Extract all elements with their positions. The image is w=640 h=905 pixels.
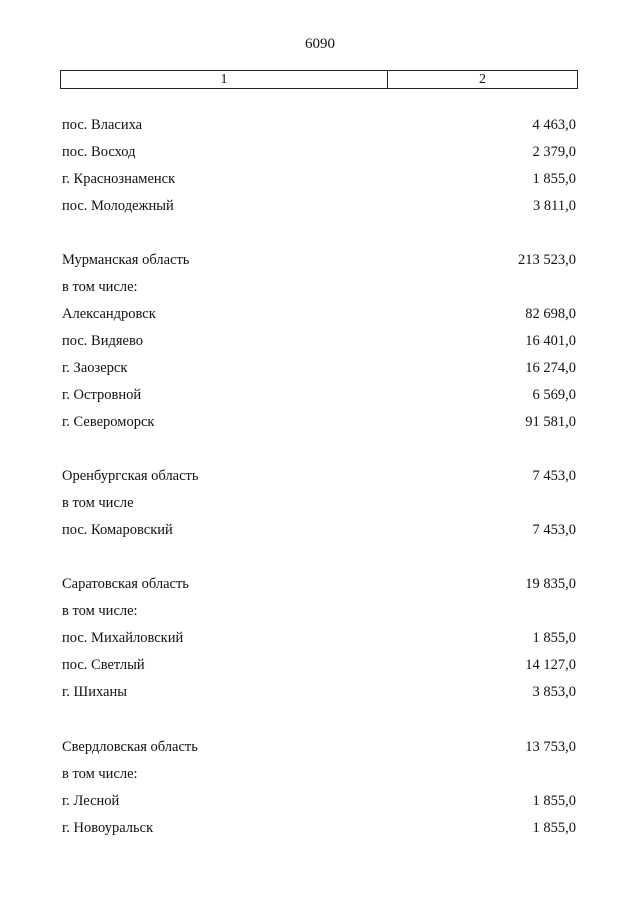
row-label: в том числе: <box>62 279 138 295</box>
table-row <box>62 115 576 135</box>
row-label: в том числе: <box>62 603 138 619</box>
row-value: 213 523,0 <box>518 252 576 268</box>
table-row <box>62 196 576 216</box>
row-label: пос. Молодежный <box>62 198 174 214</box>
row-label: пос. Власиха <box>62 117 143 133</box>
table-row <box>62 385 576 405</box>
table-row <box>62 520 576 540</box>
table-row <box>62 818 576 838</box>
row-value: 91 581,0 <box>525 414 576 430</box>
table-row <box>62 142 576 162</box>
table-row <box>62 493 576 513</box>
table-row <box>62 169 576 189</box>
row-label: пос. Видяево <box>62 333 143 349</box>
column-header-2: 2 <box>479 72 486 87</box>
row-value: 19 835,0 <box>525 576 576 592</box>
row-label: г. Заозерск <box>62 360 128 376</box>
table-row <box>62 277 576 297</box>
row-value: 82 698,0 <box>525 306 576 322</box>
row-value: 14 127,0 <box>525 657 576 673</box>
row-value: 2 379,0 <box>532 144 576 160</box>
row-label: пос. Светлый <box>62 657 145 673</box>
row-label: г. Новоуральск <box>62 820 154 836</box>
row-label: г. Островной <box>62 387 142 403</box>
row-label: Саратовская область <box>62 576 189 592</box>
table-header <box>60 70 578 89</box>
table-row <box>62 791 576 811</box>
row-label: г. Краснознаменск <box>62 171 176 187</box>
row-value: 1 855,0 <box>532 630 576 646</box>
row-label: в том числе: <box>62 766 138 782</box>
row-value: 3 811,0 <box>533 198 576 214</box>
row-value: 1 855,0 <box>532 820 576 836</box>
row-label: г. Североморск <box>62 414 155 430</box>
row-value: 4 463,0 <box>532 117 576 133</box>
row-value: 3 853,0 <box>532 684 576 700</box>
row-value: 6 569,0 <box>532 387 576 403</box>
row-label: г. Лесной <box>62 793 120 809</box>
table-row <box>62 764 576 784</box>
row-label: пос. Михайловский <box>62 630 184 646</box>
table-row <box>62 412 576 432</box>
table-row <box>62 682 576 702</box>
row-label: г. Шиханы <box>62 684 127 700</box>
page-number: 6090 <box>305 36 335 52</box>
table-row <box>62 737 576 757</box>
row-label: Свердловская область <box>62 739 198 755</box>
row-label: в том числе <box>62 495 134 511</box>
table-row <box>62 358 576 378</box>
table-row <box>62 655 576 675</box>
row-label: Оренбургская область <box>62 468 199 484</box>
row-value: 7 453,0 <box>532 468 576 484</box>
table-row <box>62 574 576 594</box>
row-label: Александровск <box>62 306 156 322</box>
column-header-1: 1 <box>61 71 388 88</box>
table-row <box>62 601 576 621</box>
row-value: 1 855,0 <box>532 171 576 187</box>
table-row <box>62 628 576 648</box>
table-row <box>62 331 576 351</box>
row-value: 1 855,0 <box>532 793 576 809</box>
row-label: пос. Комаровский <box>62 522 173 538</box>
table-row <box>62 250 576 270</box>
row-value: 7 453,0 <box>532 522 576 538</box>
table-row <box>62 304 576 324</box>
row-label: пос. Восход <box>62 144 136 160</box>
row-label: Мурманская область <box>62 252 190 268</box>
row-value: 13 753,0 <box>525 739 576 755</box>
row-value: 16 274,0 <box>525 360 576 376</box>
table-row <box>62 466 576 486</box>
row-value: 16 401,0 <box>525 333 576 349</box>
